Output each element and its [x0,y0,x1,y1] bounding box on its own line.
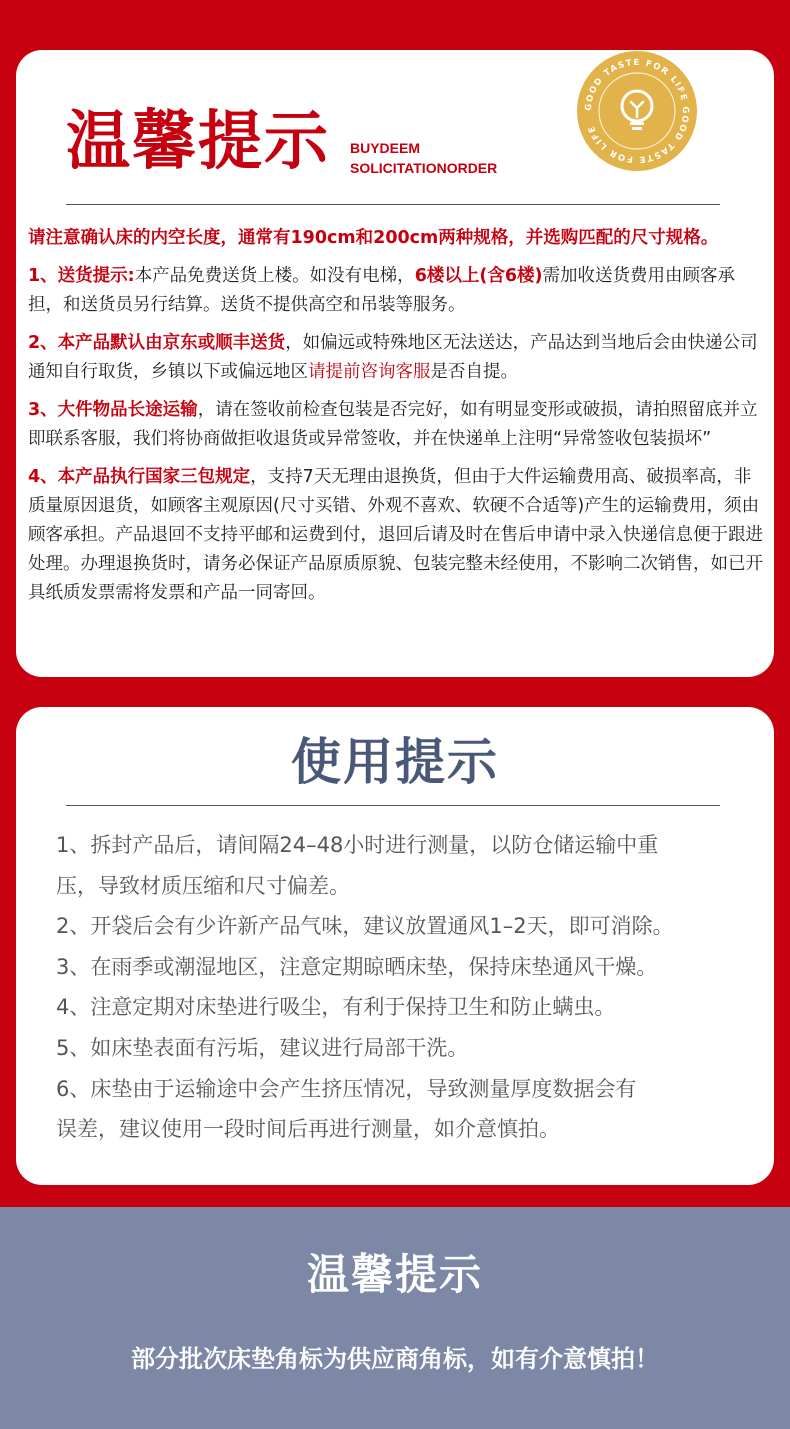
good-taste-seal-icon [576,50,698,172]
item-2-text-a: ，如偏远或特殊地区无法送达，产品达到当地后会由快递公司通知自行取货，乡镇以下或偏远地区 [28,333,758,382]
item-4-text-a: ，支持7天无理由退换货，但由于大件运输费用高、破损率高，非质量原因退货，如顾客主观原因(尺寸买错、外观不喜欢、软硬不合适等)产生的运输费用，须由顾客承担。产品退回不支持平邮和运费到付，退回后请及时在售后申请中录入快递信息便于跟进处理。办理退换货时，请务必保证产品原质原貌、包装完整未经使用，不影响二次销售，如已开具纸质发票需将发票和产品一同寄回。 [28,467,763,603]
usage-line: 2、开袋后会有少许新产品气味，建议放置通风1–2天，即可消除。 [56,914,674,939]
item-3-text-a: ，请在签收前检查包装是否完好，如有明显变形或破损，请拍照留底并立即联系客服，我们将协商做拒收退货或异常签收，并在快递单上注明“异常签收包装损坏” [28,400,758,449]
notice-card [16,50,774,677]
item-2-highlight: 请提前咨询客服 [308,362,431,382]
brand-line-1: BUYDEEM [350,140,421,156]
usage-body [56,825,734,1150]
usage-card [16,707,774,1185]
usage-line: 1、拆封产品后，请间隔24–48小时进行测量，以防仓储运输中重 [56,833,659,857]
notice-item-2 [28,329,768,387]
footer-note: 部分批次床垫角标为供应商角标，如有介意慎拍！ [131,1345,659,1373]
intro-text: 请注意确认床的内空长度，通常有190cm和200cm两种规格，并选购匹配的尺寸规格。 [28,228,719,248]
notice-item-3 [28,396,768,454]
usage-line: 4、注意定期对床垫进行吸尘，有利于保持卫生和防止螨虫。 [56,995,616,1020]
brand-line-2: SOLICITATIONORDER [350,160,498,176]
notice-title: 温馨提示 [66,105,330,179]
item-1-text-a: 本产品免费送货上楼。如没有电梯， [134,266,415,286]
item-4-head: 4、本产品执行国家三包规定 [28,467,251,487]
usage-line: 压，导致材质压缩和尺寸偏差。 [56,873,350,898]
item-2-text-b: 是否自提。 [430,362,518,382]
item-1-highlight: 6楼以上(含6楼) [414,266,543,286]
title-divider [66,204,720,205]
usage-line: 6、床垫由于运输途中会产生挤压情况，导致测量厚度数据会有 [56,1076,637,1101]
footer-band [0,1207,790,1429]
item-2-head: 2、本产品默认由京东或顺丰送货 [28,333,286,353]
usage-line: 3、在雨季或潮湿地区，注意定期晾晒床垫，保持床垫通风干燥。 [56,954,658,979]
item-1-text-b: 需加收送货费用由顾客承担，和送货员另行结算。送货不提供高空和吊装等服务。 [28,266,736,315]
footer-title: 温馨提示 [306,1250,483,1299]
usage-title: 使用提示 [291,733,499,791]
notice-body [28,224,768,617]
usage-divider [66,805,720,806]
notice-item-4 [28,463,768,608]
usage-line: 误差，建议使用一段时间后再进行测量，如介意慎拍。 [56,1117,560,1142]
item-3-head: 3、大件物品长途运输 [28,400,198,420]
brand-text [350,138,497,178]
seal-ring-text: GOOD TASTE FOR LIFE GOOD TASTE FOR LIFE [583,57,691,165]
notice-item-1 [28,262,768,320]
item-1-head: 1、送货提示: [28,266,135,286]
usage-line: 5、如床垫表面有污垢，建议进行局部干洗。 [56,1035,469,1060]
